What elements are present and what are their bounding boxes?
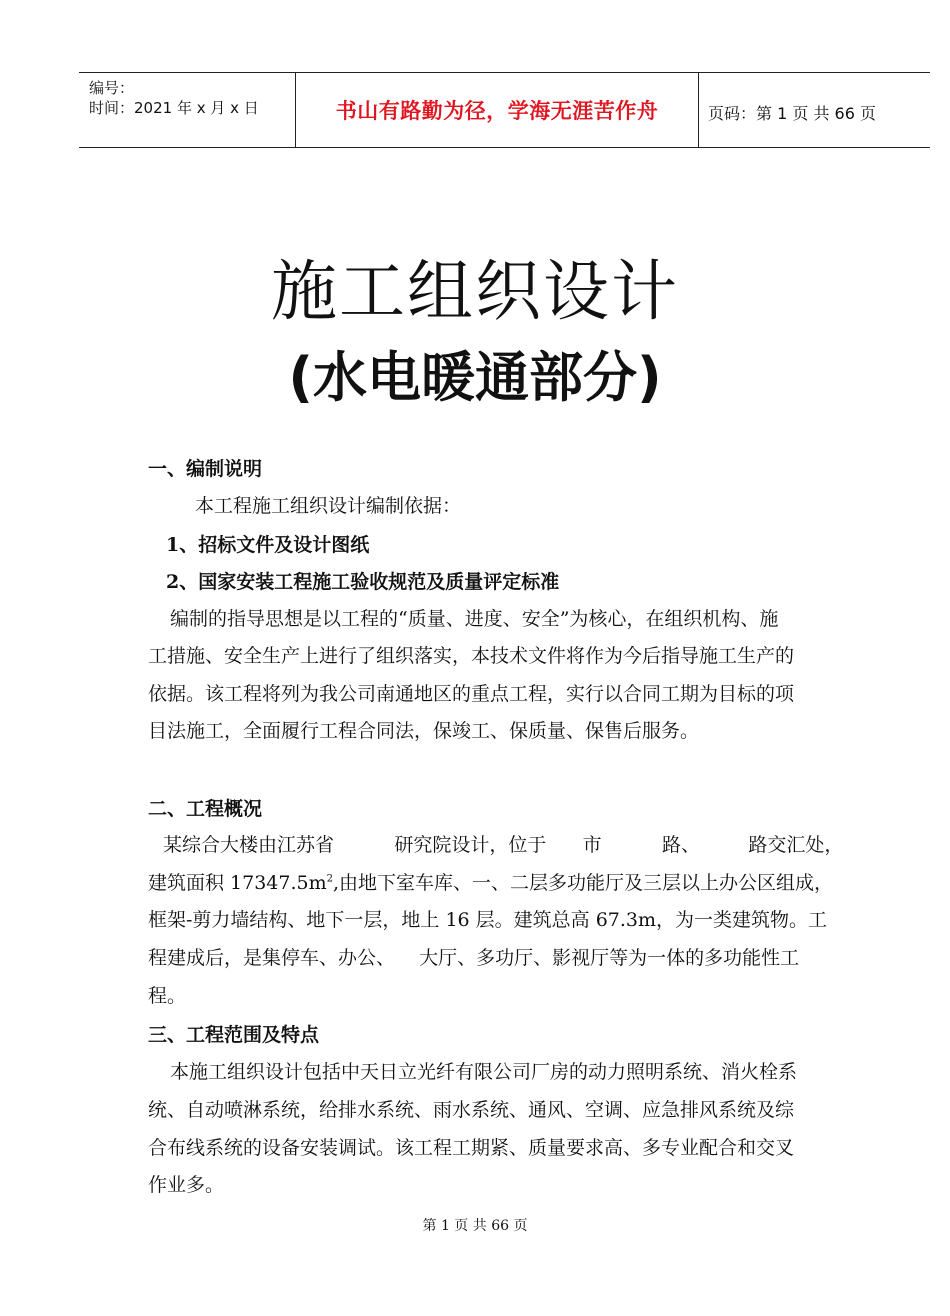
paragraph-line: 工措施、安全生产上进行了组织落实，本技术文件将作为今后指导施工生产的	[148, 645, 795, 667]
paragraph-line: 本施工组织设计包括中天日立光纤有限公司厂房的动力照明系统、消火栓系	[170, 1061, 798, 1083]
time-label: 时间：2021 年 x 月 x 日	[89, 99, 259, 117]
area-text: 建筑面积 17347.5m	[148, 872, 327, 894]
document-title: 施工组织设计	[271, 253, 679, 330]
paragraph-line: 编制的指导思想是以工程的“质量、进度、安全”为核心，在组织机构、施	[170, 608, 779, 630]
paragraph-line: 统、自动喷淋系统，给排水系统、雨水系统、通风、空调、应急排风系统及综	[148, 1099, 795, 1121]
list-item: 1、招标文件及设计图纸	[166, 534, 370, 556]
list-item: 2、国家安装工程施工验收规范及质量评定标准	[166, 571, 560, 593]
number-label: 编号：	[89, 79, 135, 97]
section-heading: 三、工程范围及特点	[148, 1024, 320, 1046]
section-intro: 本工程施工组织设计编制依据：	[195, 495, 462, 517]
header-motto: 书山有路勤为径，学海无涯苦作舟	[335, 98, 659, 123]
paragraph-line: 依据。该工程将列为我公司南通地区的重点工程，实行以合同工期为目标的项	[148, 683, 795, 705]
header-meta	[89, 78, 259, 118]
header-divider	[698, 73, 699, 147]
area-text-cont: ,由地下室车库、一、二层多功能厅及三层以上办公区组成，	[333, 872, 834, 894]
header-page-info: 页码：第 1 页 共 66 页	[708, 104, 876, 123]
superscript: 2	[326, 873, 334, 885]
paragraph-line: 合布线系统的设备安装调试。该工程工期紧、质量要求高、多专业配合和交叉	[148, 1137, 795, 1159]
paragraph-line: 作业多。	[148, 1174, 225, 1196]
paragraph-line: 程建成后，是集停车、办公、 大厅、多功厅、影视厅等为一体的多功能性工	[148, 947, 800, 969]
paragraph-line: 框架-剪力墙结构、地下一层，地上 16 层。建筑总高 67.3m，为一类建筑物。工	[148, 909, 828, 931]
section-heading: 一、编制说明	[148, 458, 263, 480]
paragraph-line	[148, 868, 833, 895]
page-footer: 第 1 页 共 66 页	[422, 1218, 528, 1234]
paragraph-line: 某综合大楼由江苏省 研究院设计，位于 市 路、 路交汇处，	[163, 834, 844, 856]
paragraph-line: 程。	[148, 985, 187, 1007]
document-subtitle: (水电暖通部分)	[288, 346, 662, 409]
page-header	[79, 72, 930, 148]
section-heading: 二、工程概况	[148, 798, 263, 820]
paragraph-line: 目法施工，全面履行工程合同法，保竣工、保质量、保售后服务。	[148, 720, 700, 742]
